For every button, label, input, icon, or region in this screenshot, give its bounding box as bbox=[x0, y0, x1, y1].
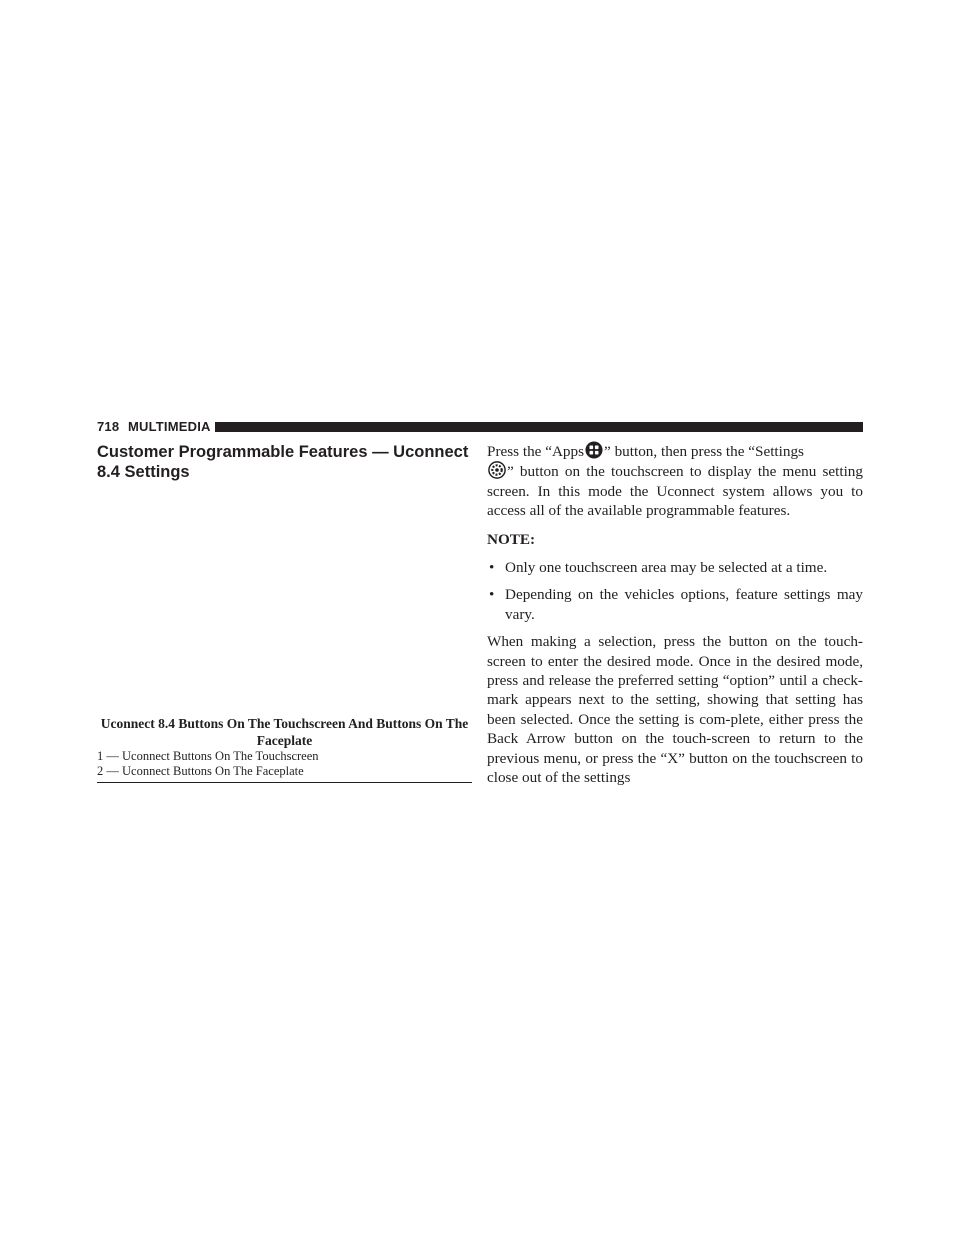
left-column bbox=[97, 442, 472, 482]
page-number: 718 bbox=[97, 419, 120, 434]
bullet-text: Only one touchscreen area may be selected at a time. bbox=[505, 559, 828, 577]
bullet-text: Depending on the vehicles options, feature settings may vary. bbox=[505, 586, 863, 623]
apps-icon bbox=[585, 441, 603, 459]
page-header bbox=[97, 420, 863, 434]
right-column bbox=[487, 441, 863, 797]
note-list bbox=[487, 558, 863, 624]
section-name: MULTIMEDIA bbox=[128, 419, 211, 434]
intro-text-b: ” button, then press the “Settings bbox=[604, 443, 804, 460]
caption-item: 1 — Uconnect Buttons On The Touchscreen bbox=[97, 749, 319, 763]
caption-rule bbox=[97, 782, 472, 783]
figure-caption bbox=[97, 715, 472, 783]
note-label: NOTE: bbox=[487, 530, 536, 548]
bullet-dot: • bbox=[489, 586, 495, 604]
caption-title: Uconnect 8.4 Buttons On The Touchscreen And Buttons On The Faceplate bbox=[100, 716, 469, 748]
figure-placeholder bbox=[97, 490, 472, 712]
list-item bbox=[487, 585, 863, 624]
intro-text-c: ” button on the touchscreen to display the menu setting screen. In this mode the Uconnect system allows you to access all of the available programmable features. bbox=[487, 463, 863, 520]
header-rule bbox=[215, 422, 863, 432]
caption-item: 2 — Uconnect Buttons On The Faceplate bbox=[97, 764, 304, 778]
bullet-dot: • bbox=[489, 559, 495, 577]
section-title: Customer Programmable Features — Uconnect 8.4 Settings bbox=[97, 443, 469, 481]
intro-paragraph bbox=[487, 441, 863, 521]
intro-text-a: Press the “Apps bbox=[487, 443, 585, 460]
settings-gear-icon bbox=[488, 461, 506, 479]
list-item bbox=[487, 558, 863, 577]
selection-paragraph: When making a selection, press the button on the touch-screen to enter the desired mode. Once in the desired mode, press and release the preferred setting “option” until a check-mark appears next to the setting, showing that setting has been selected. Once the setting is com-plete, either press the Back Arrow button on the touch-screen to return to the previous menu, or press the “X” button on the touchscreen to close out of the settings bbox=[487, 633, 863, 787]
